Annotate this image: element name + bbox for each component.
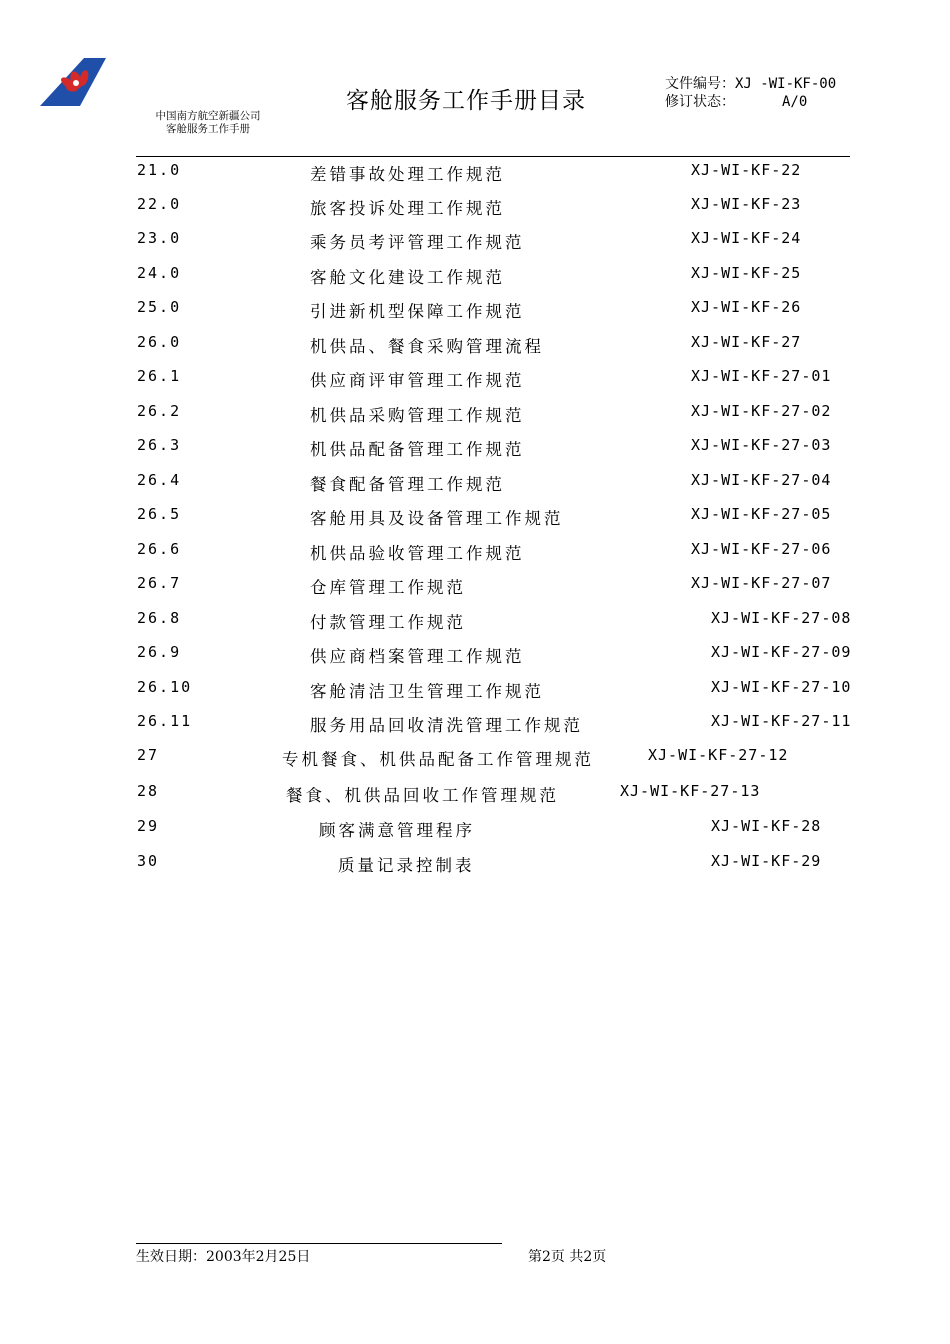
toc-row xyxy=(0,746,950,770)
toc-row xyxy=(0,817,950,841)
toc-title: 机供品配备管理工作规范 xyxy=(310,440,525,459)
toc-code: XJ-WI-KF-27-08 xyxy=(711,609,852,627)
revision-label: 修订状态： xyxy=(665,94,735,110)
toc-title: 客舱清洁卫生管理工作规范 xyxy=(310,682,544,701)
toc-row xyxy=(0,505,950,529)
company-line-1: 中国南方航空新疆公司 xyxy=(155,110,261,122)
toc-title: 供应商评审管理工作规范 xyxy=(310,371,525,390)
toc-title: 专机餐食、机供品配备工作管理规范 xyxy=(282,750,594,769)
toc-number: 26.10 xyxy=(137,678,193,696)
toc-title: 差错事故处理工作规范 xyxy=(310,165,505,184)
toc-row xyxy=(0,264,950,288)
toc-row xyxy=(0,333,950,357)
toc-code: XJ-WI-KF-29 xyxy=(711,852,822,870)
toc-row xyxy=(0,298,950,322)
toc-title: 仓库管理工作规范 xyxy=(310,578,466,597)
toc-number: 23.0 xyxy=(137,229,182,247)
toc-row xyxy=(0,609,950,633)
toc-row xyxy=(0,161,950,185)
document-meta xyxy=(665,76,855,110)
header-divider xyxy=(136,156,850,157)
toc-title: 机供品采购管理工作规范 xyxy=(310,406,525,425)
doc-number-value: XJ -WI-KF-00 xyxy=(735,76,837,92)
toc-code: XJ-WI-KF-28 xyxy=(711,817,822,835)
toc-number: 21.0 xyxy=(137,161,182,179)
toc-row xyxy=(0,678,950,702)
toc-title: 顾客满意管理程序 xyxy=(319,821,475,840)
footer-divider xyxy=(136,1243,502,1244)
toc-title: 餐食配备管理工作规范 xyxy=(310,475,505,494)
toc-number: 26.11 xyxy=(137,712,193,730)
toc-number: 26.7 xyxy=(137,574,182,592)
toc-row xyxy=(0,643,950,667)
toc-row xyxy=(0,712,950,736)
toc-code: XJ-WI-KF-27-04 xyxy=(691,471,832,489)
toc-row xyxy=(0,471,950,495)
doc-number-label: 文件编号： xyxy=(665,76,735,92)
toc-title: 服务用品回收清洗管理工作规范 xyxy=(310,716,583,735)
toc-code: XJ-WI-KF-27 xyxy=(691,333,802,351)
toc-number: 26.4 xyxy=(137,471,182,489)
toc-row xyxy=(0,367,950,391)
toc-title: 乘务员考评管理工作规范 xyxy=(310,233,525,252)
toc-title: 旅客投诉处理工作规范 xyxy=(310,199,505,218)
toc-code: XJ-WI-KF-27-07 xyxy=(691,574,832,592)
toc-number: 27 xyxy=(137,746,160,764)
toc-code: XJ-WI-KF-22 xyxy=(691,161,802,179)
revision-status xyxy=(665,94,855,110)
toc-code: XJ-WI-KF-27-11 xyxy=(711,712,852,730)
toc-number: 22.0 xyxy=(137,195,182,213)
toc-number: 26.6 xyxy=(137,540,182,558)
toc-code: XJ-WI-KF-27-12 xyxy=(648,746,789,764)
toc-title: 付款管理工作规范 xyxy=(310,613,466,632)
toc-number: 26.5 xyxy=(137,505,182,523)
toc-number: 26.9 xyxy=(137,643,182,661)
toc-title: 供应商档案管理工作规范 xyxy=(310,647,525,666)
toc-row xyxy=(0,540,950,564)
toc-code: XJ-WI-KF-25 xyxy=(691,264,802,282)
toc-code: XJ-WI-KF-27-13 xyxy=(620,782,761,800)
revision-value: A/0 xyxy=(782,94,808,110)
toc-row xyxy=(0,229,950,253)
toc-row xyxy=(0,402,950,426)
toc-row xyxy=(0,852,950,876)
toc-code: XJ-WI-KF-23 xyxy=(691,195,802,213)
toc-code: XJ-WI-KF-24 xyxy=(691,229,802,247)
toc-number: 29 xyxy=(137,817,160,835)
company-line-2: 客舱服务工作手册 xyxy=(166,123,250,135)
doc-number xyxy=(665,76,855,92)
toc-row xyxy=(0,195,950,219)
toc-number: 24.0 xyxy=(137,264,182,282)
toc-number: 26.2 xyxy=(137,402,182,420)
toc-number: 25.0 xyxy=(137,298,182,316)
toc-code: XJ-WI-KF-27-10 xyxy=(711,678,852,696)
toc-number: 26.3 xyxy=(137,436,182,454)
toc-title: 机供品验收管理工作规范 xyxy=(310,544,525,563)
toc-code: XJ-WI-KF-27-05 xyxy=(691,505,832,523)
toc-row xyxy=(0,436,950,460)
toc-number: 30 xyxy=(137,852,160,870)
airline-logo xyxy=(40,58,106,106)
toc-number: 26.8 xyxy=(137,609,182,627)
toc-row xyxy=(0,782,950,806)
effective-date: 生效日期：2003年2月25日 xyxy=(136,1249,311,1265)
toc-code: XJ-WI-KF-27-09 xyxy=(711,643,852,661)
toc-code: XJ-WI-KF-27-02 xyxy=(691,402,832,420)
toc-code: XJ-WI-KF-27-01 xyxy=(691,367,832,385)
document-title: 客舱服务工作手册目录 xyxy=(346,88,586,114)
toc-number: 28 xyxy=(137,782,160,800)
toc-row xyxy=(0,574,950,598)
page-number: 第2页 共2页 xyxy=(528,1249,607,1265)
toc-title: 餐食、机供品回收工作管理规范 xyxy=(286,786,559,805)
toc-code: XJ-WI-KF-27-06 xyxy=(691,540,832,558)
toc-title: 引进新机型保障工作规范 xyxy=(310,302,525,321)
toc-title: 机供品、餐食采购管理流程 xyxy=(310,337,544,356)
toc-title: 客舱用具及设备管理工作规范 xyxy=(310,509,564,528)
toc-code: XJ-WI-KF-27-03 xyxy=(691,436,832,454)
toc-number: 26.1 xyxy=(137,367,182,385)
toc-number: 26.0 xyxy=(137,333,182,351)
company-name xyxy=(148,110,268,136)
toc-code: XJ-WI-KF-26 xyxy=(691,298,802,316)
toc-title: 质量记录控制表 xyxy=(338,856,475,875)
toc-title: 客舱文化建设工作规范 xyxy=(310,268,505,287)
